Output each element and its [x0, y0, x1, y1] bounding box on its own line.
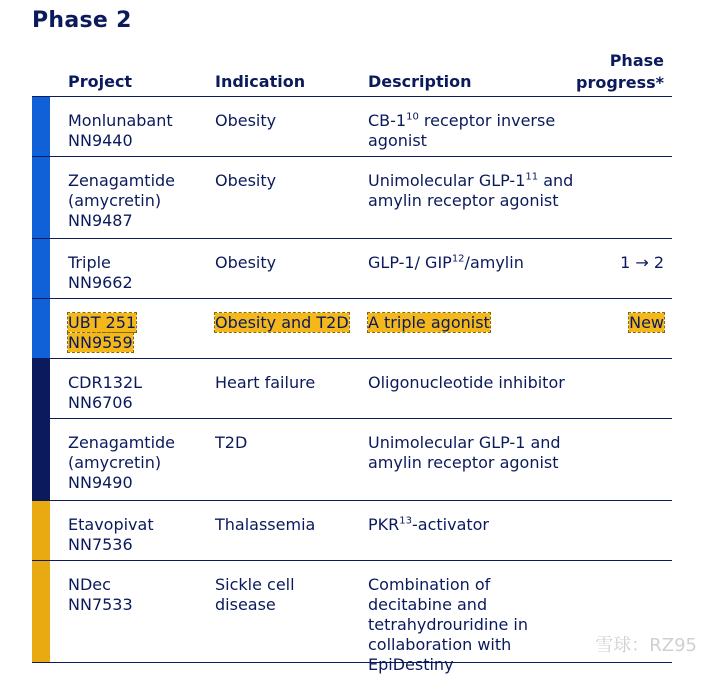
watermark: 雪球：RZ95: [595, 635, 697, 656]
cell-line: Triple: [68, 253, 111, 272]
project-cell: [68, 515, 208, 555]
cell-line: Zenagamtide: [68, 171, 176, 190]
table-row: [32, 97, 672, 157]
table-row: [32, 359, 672, 419]
header-phase-progress: Phase progress*: [576, 51, 664, 92]
cell-line: NN9559: [68, 333, 133, 352]
category-color-bar: [32, 561, 50, 662]
cell-line: Thalassemia: [215, 515, 316, 534]
project-cell: [68, 111, 208, 151]
description-text: $CB-1^{10}$ receptor inverse agonist: [368, 111, 556, 150]
table-row: [32, 157, 672, 239]
cell-line: NN9490: [68, 473, 133, 492]
indication-cell: [215, 313, 365, 333]
cell-line: Monlunabant: [68, 111, 173, 130]
category-color-bar: [32, 299, 50, 358]
description-text: Combination of decitabine and tetrahydrouridine in collaboration with EpiDestiny: [368, 575, 528, 674]
cell-line: Etavopivat: [68, 515, 154, 534]
project-cell: [68, 313, 208, 353]
description-cell: [368, 433, 578, 473]
table-row: [32, 561, 672, 674]
category-color-bar: [32, 359, 50, 418]
project-cell: [68, 373, 208, 413]
footnote-ref: 12: [451, 253, 465, 265]
project-cell: [68, 253, 208, 293]
cell-line: Obesity: [215, 171, 277, 190]
footnote-ref: 10: [406, 111, 419, 123]
cell-line: Sickle cell: [215, 575, 295, 594]
category-color-bar: [32, 97, 50, 156]
table-header: [32, 48, 672, 97]
cell-line: NDec: [68, 575, 111, 594]
cell-line: NN9440: [68, 131, 133, 150]
cell-line: T2D: [215, 433, 248, 452]
cell-line: (amycretin): [68, 191, 162, 210]
footnote-ref: 13: [399, 515, 412, 527]
project-cell: [68, 171, 208, 231]
category-color-bar: [32, 157, 50, 238]
description-text: A triple agonist: [368, 313, 490, 332]
description-cell: [368, 253, 578, 273]
cell-line: Zenagamtide: [68, 433, 176, 452]
indication-cell: [215, 373, 365, 393]
cell-line: NN9487: [68, 211, 133, 230]
description-text: Unimolecular GLP-$1^{11}$ and amylin receptor agonist: [368, 171, 574, 210]
phase-progress-cell: [620, 253, 664, 273]
header-description: Description: [368, 72, 472, 91]
description-text: Unimolecular GLP-1 and amylin receptor agonist: [368, 433, 561, 472]
category-color-bar: [32, 419, 50, 500]
table-row: [32, 239, 672, 299]
description-cell: [368, 373, 578, 393]
description-text: Oligonucleotide inhibitor: [368, 373, 565, 392]
footnote-ref: 11: [525, 171, 539, 183]
category-color-bar: [32, 501, 50, 560]
indication-cell: [215, 433, 365, 453]
cell-line: NN7533: [68, 595, 133, 614]
header-indication: Indication: [215, 72, 306, 91]
cell-line: Obesity and T2D: [215, 313, 349, 332]
cell-line: disease: [215, 595, 276, 614]
table-row: [32, 419, 672, 501]
indication-cell: [215, 575, 365, 615]
project-cell: [68, 433, 208, 493]
cell-line: Obesity: [215, 253, 277, 272]
phase-progress-cell: [629, 313, 664, 333]
project-cell: [68, 575, 208, 615]
cell-line: NN6706: [68, 393, 133, 412]
cell-line: CDR132L: [68, 373, 143, 392]
description-text: GLP-1/ GIP$^{12}$/amylin: [368, 253, 524, 272]
header-project: Project: [68, 72, 133, 91]
table-row: [32, 501, 672, 561]
phase-progress-text: 1 → 2: [620, 253, 664, 272]
cell-line: (amycretin): [68, 453, 162, 472]
cell-line: Obesity: [215, 111, 277, 130]
description-cell: [368, 515, 578, 535]
indication-cell: [215, 111, 365, 131]
cell-line: NN9662: [68, 273, 133, 292]
description-text: PKR$^{13}$-activator: [368, 515, 490, 534]
cell-line: NN7536: [68, 535, 133, 554]
indication-cell: [215, 515, 365, 535]
description-cell: [368, 171, 578, 211]
description-cell: [368, 111, 578, 151]
phase-progress-text: New: [629, 313, 664, 332]
description-cell: [368, 313, 578, 333]
indication-cell: [215, 253, 365, 273]
category-color-bar: [32, 239, 50, 298]
description-cell: [368, 575, 578, 675]
indication-cell: [215, 171, 365, 191]
pipeline-table: [32, 97, 672, 674]
table-row: [32, 299, 672, 359]
page-title: Phase 2: [32, 8, 132, 33]
cell-line: Heart failure: [215, 373, 316, 392]
cell-line: UBT 251: [68, 313, 137, 332]
